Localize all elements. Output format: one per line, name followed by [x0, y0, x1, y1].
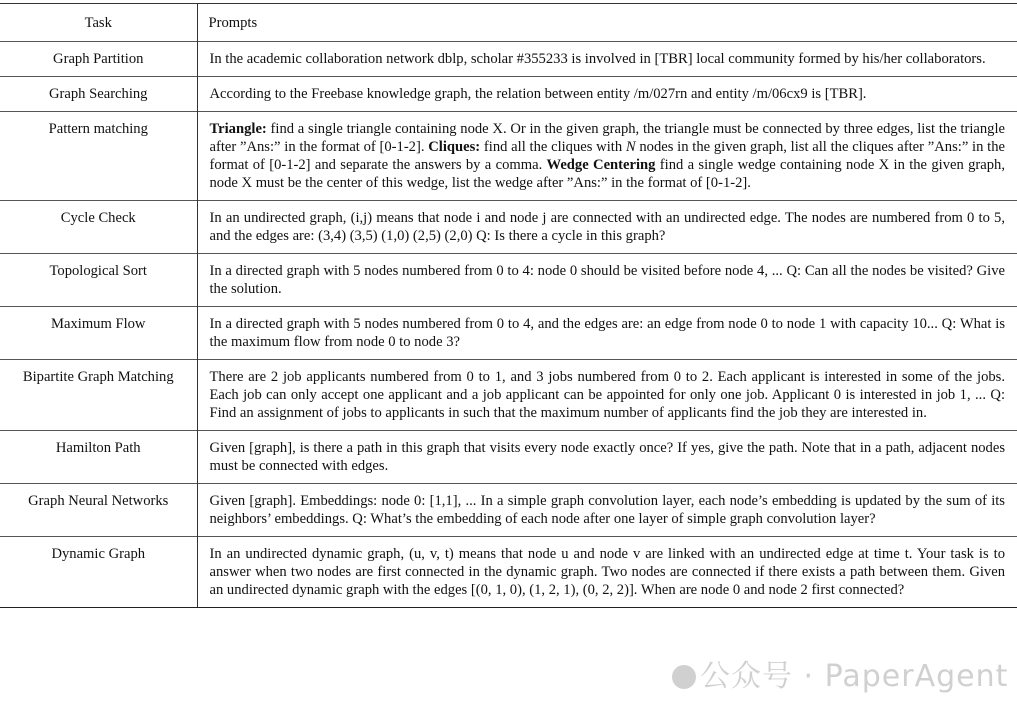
watermark: [672, 651, 1008, 695]
prompt-segment: There are 2 job applicants numbered from 0 to 1, and 3 jobs numbered from 0 to 2. Each applicant is interested in some of the jobs. Each job can only accept one applicant and a job applicant can be appointed for only one job. Applicant 0 is interested in job 1, ... Q: Find an assignment of jobs to applicants in such that the maximum number of applicants find the job they are interested in.: [209, 369, 1005, 421]
prompt-segment: In a directed graph with 5 nodes numbered from 0 to 4: node 0 should be visited before node 4, ... Q: Can all the nodes be visited? Give the solution.: [209, 263, 1005, 297]
table-row: [0, 77, 1017, 112]
prompt-text: [198, 201, 1017, 253]
prompt-segment: In an undirected dynamic graph, (u, v, t) means that node u and node v are linked with an undirected edge at time t. Your task is to answer when two nodes are first connected in the dynamic graph. Two nodes are connected if there exists a path between them. Given an undirected dynamic graph with the edges [(0, 1, 0), (1, 2, 1), (0, 2, 2)]. When are node 0 and node 2 first connected?: [209, 546, 1005, 598]
prompt-text: [198, 112, 1017, 200]
prompt-keyword: Cliques:: [428, 139, 481, 155]
task-name: Topological Sort: [49, 263, 147, 279]
table-row: [0, 112, 1017, 201]
task-name: Dynamic Graph: [51, 546, 146, 562]
prompt-segment: In a directed graph with 5 nodes numbered from 0 to 4, and the edges are: an edge from node 0 to node 1 with capacity 10... Q: What is the maximum flow from node 0 to node 3?: [209, 316, 1005, 350]
header-task: Task: [0, 4, 197, 42]
prompt-segment: find all the cliques with: [480, 139, 626, 155]
task-name: Hamilton Path: [55, 440, 141, 456]
prompt-text: [198, 307, 1017, 359]
watermark-text: 公众号 · PaperAgent: [700, 659, 1009, 694]
prompt-segment: Given [graph]. Embeddings: node 0: [1,1], ... In a simple graph convolution layer, each node’s embedding is updated by the sum of its neighbors’ embeddings. Q: What’s the embedding of each node after one layer of simple graph convolution layer?: [209, 493, 1005, 527]
table-row: [0, 360, 1017, 431]
prompt-segment: N: [625, 139, 636, 155]
task-name: Graph Searching: [49, 86, 148, 102]
prompt-segment: According to the Freebase knowledge graph, the relation between entity /m/027rn and entity /m/06cx9 is [TBR].: [209, 86, 867, 102]
prompt-segment: In an undirected graph, (i,j) means that node i and node j are connected with an undirected edge. The nodes are numbered from 0 to 5, and the edges are: (3,4) (3,5) (1,0) (2,5) (2,0) Q: Is there a cycle in this graph?: [209, 210, 1005, 244]
prompt-text: [198, 77, 1017, 111]
prompt-segment: In the academic collaboration network dblp, scholar #355233 is involved in [TBR] local community formed by his/her collaborators.: [209, 51, 986, 67]
table-row: [0, 484, 1017, 537]
table-row: [0, 201, 1017, 254]
prompt-text: [198, 431, 1017, 483]
header-prompts: Prompts: [197, 4, 1017, 42]
prompt-text: [198, 537, 1017, 607]
task-name: Graph Neural Networks: [28, 493, 169, 509]
task-name: Pattern matching: [48, 121, 148, 137]
wechat-logo-icon: [672, 665, 696, 689]
prompt-text: [198, 254, 1017, 306]
table-row: [0, 42, 1017, 77]
prompt-text: [198, 42, 1017, 76]
task-name: Bipartite Graph Matching: [22, 369, 174, 385]
table-row: [0, 431, 1017, 484]
prompt-keyword: Triangle:: [209, 121, 267, 137]
prompt-segment: find a single triangle containing node X. Or in the given graph, the triangle must be connected by three edges, list the triangle after ”Ans:” in the format of [0-1-2].: [209, 121, 1005, 155]
table-row: [0, 254, 1017, 307]
task-name: Cycle Check: [60, 210, 136, 226]
task-prompts-table: [0, 3, 1017, 608]
table-header-row: [0, 4, 1017, 42]
prompt-text: [198, 360, 1017, 430]
task-name: Graph Partition: [53, 51, 144, 67]
prompt-segment: Given [graph], is there a path in this graph that visits every node exactly once? If yes, give the path. Note that in a path, adjacent nodes must be connected with edges.: [209, 440, 1005, 474]
table-row: [0, 307, 1017, 360]
prompt-segment: nodes in the given graph, list all the cliques after ”Ans:” in the format of [0-1-2] and separate the answers by a comma.: [209, 139, 1005, 173]
task-name: Maximum Flow: [51, 316, 146, 332]
prompt-segment: find a single wedge containing node X in the given graph, node X must be the center of this wedge, list the wedge after ”Ans:” in the format of [0-1-2].: [209, 157, 1005, 191]
prompt-text: [198, 484, 1017, 536]
table-row: [0, 537, 1017, 608]
prompt-keyword: Wedge Centering: [546, 157, 656, 173]
